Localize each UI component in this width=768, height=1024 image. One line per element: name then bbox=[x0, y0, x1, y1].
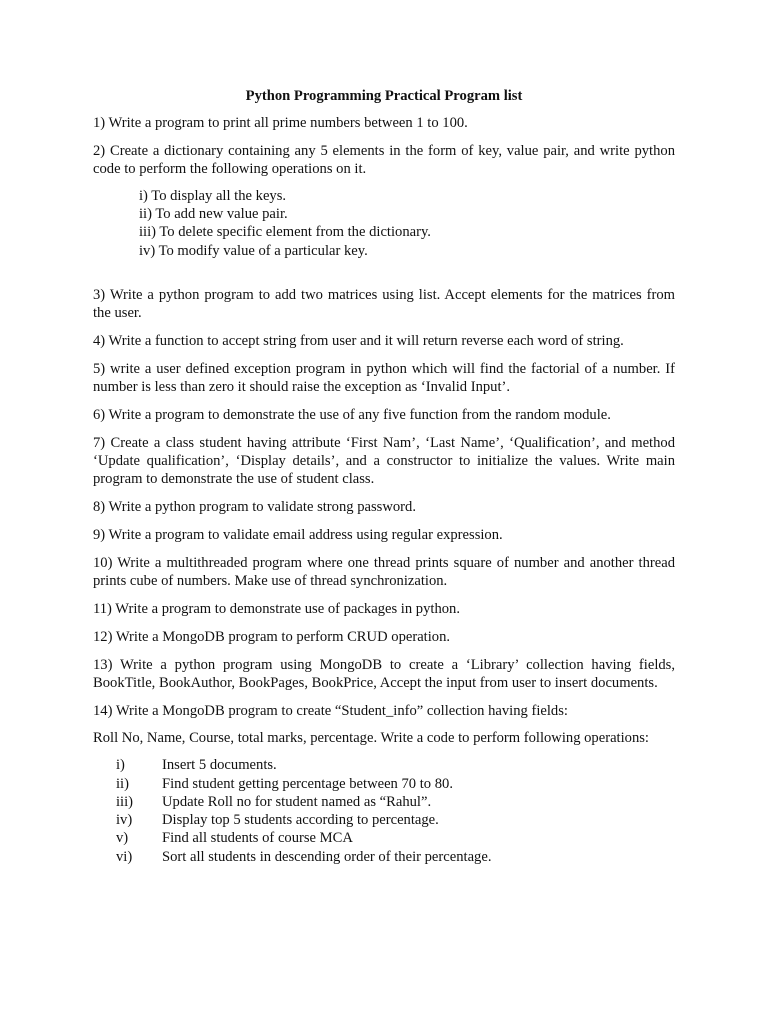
question-5: 5) write a user defined exception program in python which will find the factorial of a number. If number is less than zero it should raise the exception as ‘Invalid Input’. bbox=[93, 360, 675, 396]
question-12: 12) Write a MongoDB program to perform CRUD operation. bbox=[93, 628, 451, 645]
operation-number: v) bbox=[116, 830, 129, 847]
operation-text: Display top 5 students according to percentage. bbox=[162, 812, 439, 829]
operation-text: Find student getting percentage between 70 to 80. bbox=[162, 775, 453, 792]
question-6: 6) Write a program to demonstrate the use of any five function from the random module. bbox=[93, 407, 611, 424]
operation-item bbox=[116, 793, 675, 811]
question-1: 1) Write a program to print all prime numbers between 1 to 100. bbox=[93, 115, 468, 131]
operation-item bbox=[116, 829, 675, 847]
operation-text: Find all students of course MCA bbox=[162, 830, 353, 847]
question-14-fields: Roll No, Name, Course, total marks, percentage. Write a code to perform following operations: bbox=[93, 730, 649, 747]
question-13: 13) Write a python program using MongoDB to create a ‘Library’ collection having fields, BookTitle, BookAuthor, BookPages, BookPrice, Accept the input from user to insert documents. bbox=[93, 656, 675, 691]
operation-number: iv) bbox=[116, 812, 133, 829]
operation-number: i) bbox=[116, 757, 125, 774]
operation-item bbox=[116, 811, 675, 829]
question-2-item: ii) To add new value pair. bbox=[139, 206, 288, 223]
operation-item bbox=[116, 756, 675, 774]
question-2-item: iv) To modify value of a particular key. bbox=[139, 242, 368, 259]
question-9: 9) Write a program to validate email address using regular expression. bbox=[93, 527, 503, 544]
operation-text: Insert 5 documents. bbox=[162, 757, 277, 774]
document-title: Python Programming Practical Program list bbox=[245, 88, 523, 104]
question-2-operations bbox=[93, 187, 675, 260]
question-14: 14) Write a MongoDB program to create “Student_info” collection having fields: bbox=[93, 702, 568, 719]
question-11: 11) Write a program to demonstrate use of packages in python. bbox=[93, 600, 460, 617]
question-2-item: i) To display all the keys. bbox=[139, 187, 287, 204]
question-2: 2) Create a dictionary containing any 5 elements in the form of key, value pair, and write python code to perform the following operations on it. bbox=[93, 142, 675, 178]
question-3: 3) Write a python program to add two matrices using list. Accept elements for the matrices from the user. bbox=[93, 287, 675, 322]
operation-text: Sort all students in descending order of their percentage. bbox=[162, 848, 492, 865]
operation-number: vi) bbox=[116, 848, 133, 865]
operation-number: ii) bbox=[116, 775, 129, 792]
question-7: 7) Create a class student having attribute ‘First Nam’, ‘Last Name’, ‘Qualification’, and method ‘Update qualification’, ‘Display details’, and a constructor to initialize the values. Write main program to demonstrate the use of student class. bbox=[93, 434, 675, 488]
question-14-operations bbox=[116, 756, 675, 866]
question-8: 8) Write a python program to validate strong password. bbox=[93, 499, 416, 516]
operation-item bbox=[116, 848, 675, 866]
operation-item bbox=[116, 775, 675, 793]
operation-number: iii) bbox=[116, 793, 134, 810]
question-10: 10) Write a multithreaded program where one thread prints square of number and another thread prints cube of numbers. Make use of thread synchronization. bbox=[93, 554, 675, 590]
question-4: 4) Write a function to accept string from user and it will return reverse each word of string. bbox=[93, 333, 624, 350]
operation-text: Update Roll no for student named as “Rahul”. bbox=[162, 793, 432, 810]
question-2-item: iii) To delete specific element from the dictionary. bbox=[139, 224, 431, 241]
